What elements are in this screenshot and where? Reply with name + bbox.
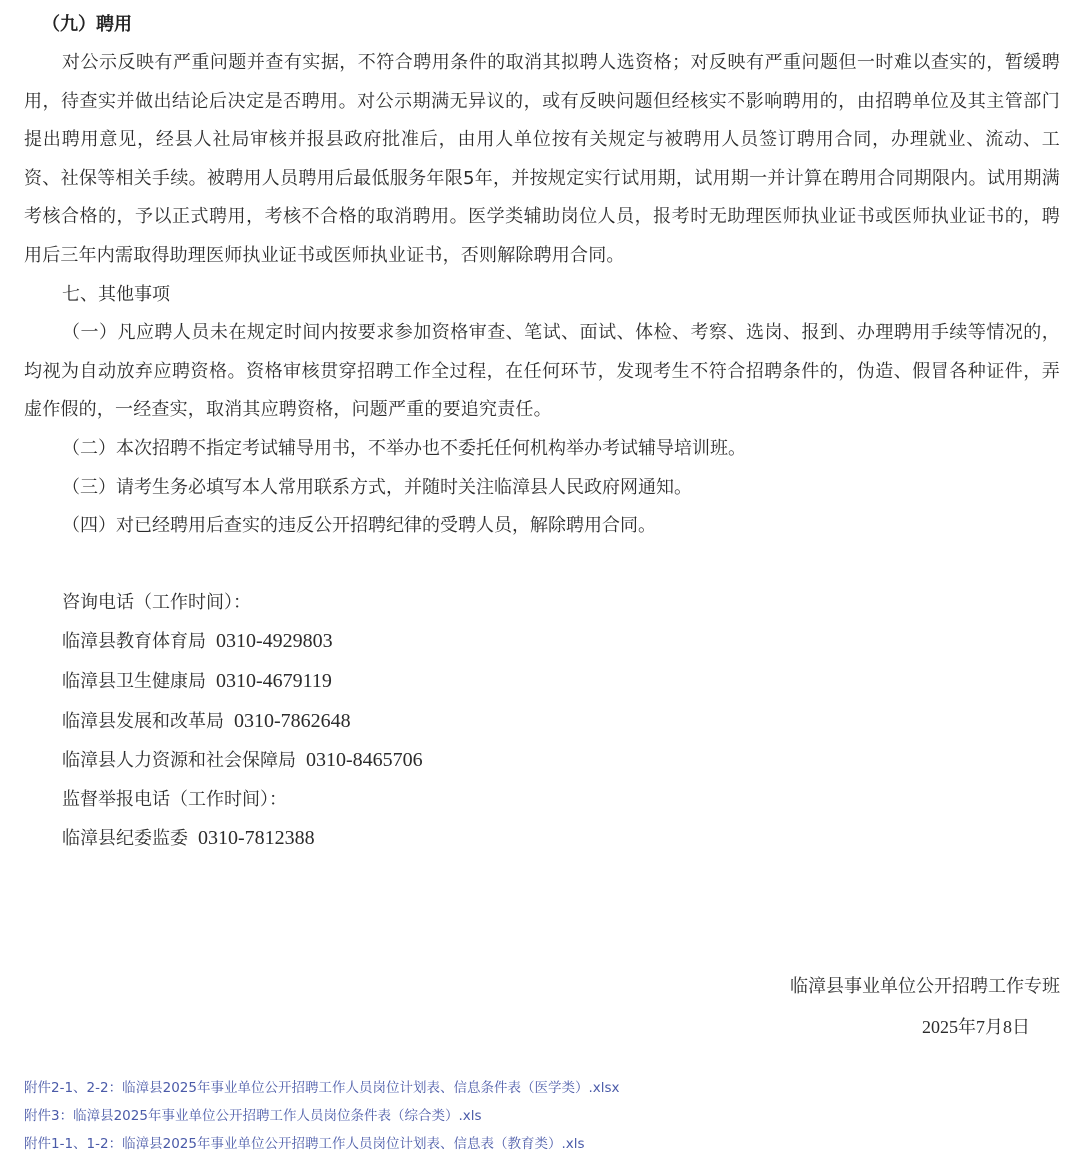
other-item-3: （三）请考生务必填写本人常用联系方式，并随时关注临漳县人民政府网通知。 bbox=[62, 476, 692, 498]
contact-org: 临漳县教育体育局 bbox=[62, 631, 206, 653]
contact-phone: 0310-7862648 bbox=[234, 709, 351, 732]
attachment-link-medical[interactable]: 附件2-1、2-2：临漳县2025年事业单位公开招聘工作人员岗位计划表、信息条件表（医学类）.xlsx bbox=[24, 1080, 620, 1096]
contact-discipline bbox=[24, 819, 1060, 859]
contact-education bbox=[24, 622, 1060, 662]
other-matters-title: 七、其他事项 bbox=[62, 283, 170, 305]
contact-hr bbox=[24, 741, 1060, 781]
consult-title: 咨询电话（工作时间）： bbox=[62, 591, 251, 613]
contact-org: 临漳县人力资源和社会保障局 bbox=[62, 750, 296, 772]
spacer bbox=[24, 546, 1060, 584]
signature-date: 2025年7月8日 bbox=[922, 1017, 1030, 1037]
attachment-link-education[interactable]: 附件1-1、1-2：临漳县2025年事业单位公开招聘工作人员岗位计划表、信息表（教育类）.xls bbox=[24, 1136, 585, 1152]
section-heading-hiring: （九）聘用 bbox=[42, 14, 132, 35]
hiring-paragraph: 对公示反映有严重问题并查有实据，不符合聘用条件的取消其拟聘人选资格；对反映有严重问题但一时难以查实的，暂缓聘用，待查实并做出结论后决定是否聘用。对公示期满无异议的，或有反映问题但经核实不影响聘用的，由招聘单位及其主管部门提出聘用意见，经县人社局审核并报县政府批准后，由用人单位按有关规定与被聘用人员签订聘用合同，办理就业、流动、工资、社保等相关手续。被聘用人员聘用后最低服务年限5年，并按规定实行试用期，试用期一并计算在聘用合同期限内。试用期满考核合格的，予以正式聘用，考核不合格的取消聘用。医学类辅助岗位人员，报考时无助理医师执业证书或医师执业证书的，聘用后三年内需取得助理医师执业证书或医师执业证书，否则解除聘用合同。 bbox=[24, 52, 1060, 266]
attachment-link-general[interactable]: 附件3：临漳县2025年事业单位公开招聘工作人员岗位条件表（综合类）.xls bbox=[24, 1108, 482, 1124]
contact-phone: 0310-4929803 bbox=[216, 630, 333, 653]
contact-development bbox=[24, 702, 1060, 742]
contact-org: 临漳县纪委监委 bbox=[62, 828, 188, 850]
document-body bbox=[24, 6, 1060, 859]
other-item-4: （四）对已经聘用后查实的违反公开招聘纪律的受聘人员，解除聘用合同。 bbox=[62, 515, 656, 537]
contact-health bbox=[24, 662, 1060, 702]
signature-org: 临漳县事业单位公开招聘工作专班 bbox=[790, 976, 1060, 997]
supervise-title: 监督举报电话（工作时间）： bbox=[62, 788, 287, 810]
contact-phone: 0310-4679119 bbox=[216, 669, 332, 692]
contact-phone: 0310-7812388 bbox=[198, 827, 315, 850]
contact-phone: 0310-8465706 bbox=[306, 749, 423, 772]
other-item-2: （二）本次招聘不指定考试辅导用书，不举办也不委托任何机构举办考试辅导培训班。 bbox=[62, 437, 746, 459]
contact-org: 临漳县发展和改革局 bbox=[62, 710, 224, 732]
contact-org: 临漳县卫生健康局 bbox=[62, 670, 206, 692]
other-item-1: （一）凡应聘人员未在规定时间内按要求参加资格审查、笔试、面试、体检、考察、选岗、报到、办理聘用手续等情况的，均视为自动放弃应聘资格。资格审核贯穿招聘工作全过程，在任何环节，发现考生不符合招聘条件的，伪造、假冒各种证件，弄虚作假的，一经查实，取消其应聘资格，问题严重的要追究责任。 bbox=[24, 322, 1060, 421]
attachment-list bbox=[24, 1074, 620, 1158]
